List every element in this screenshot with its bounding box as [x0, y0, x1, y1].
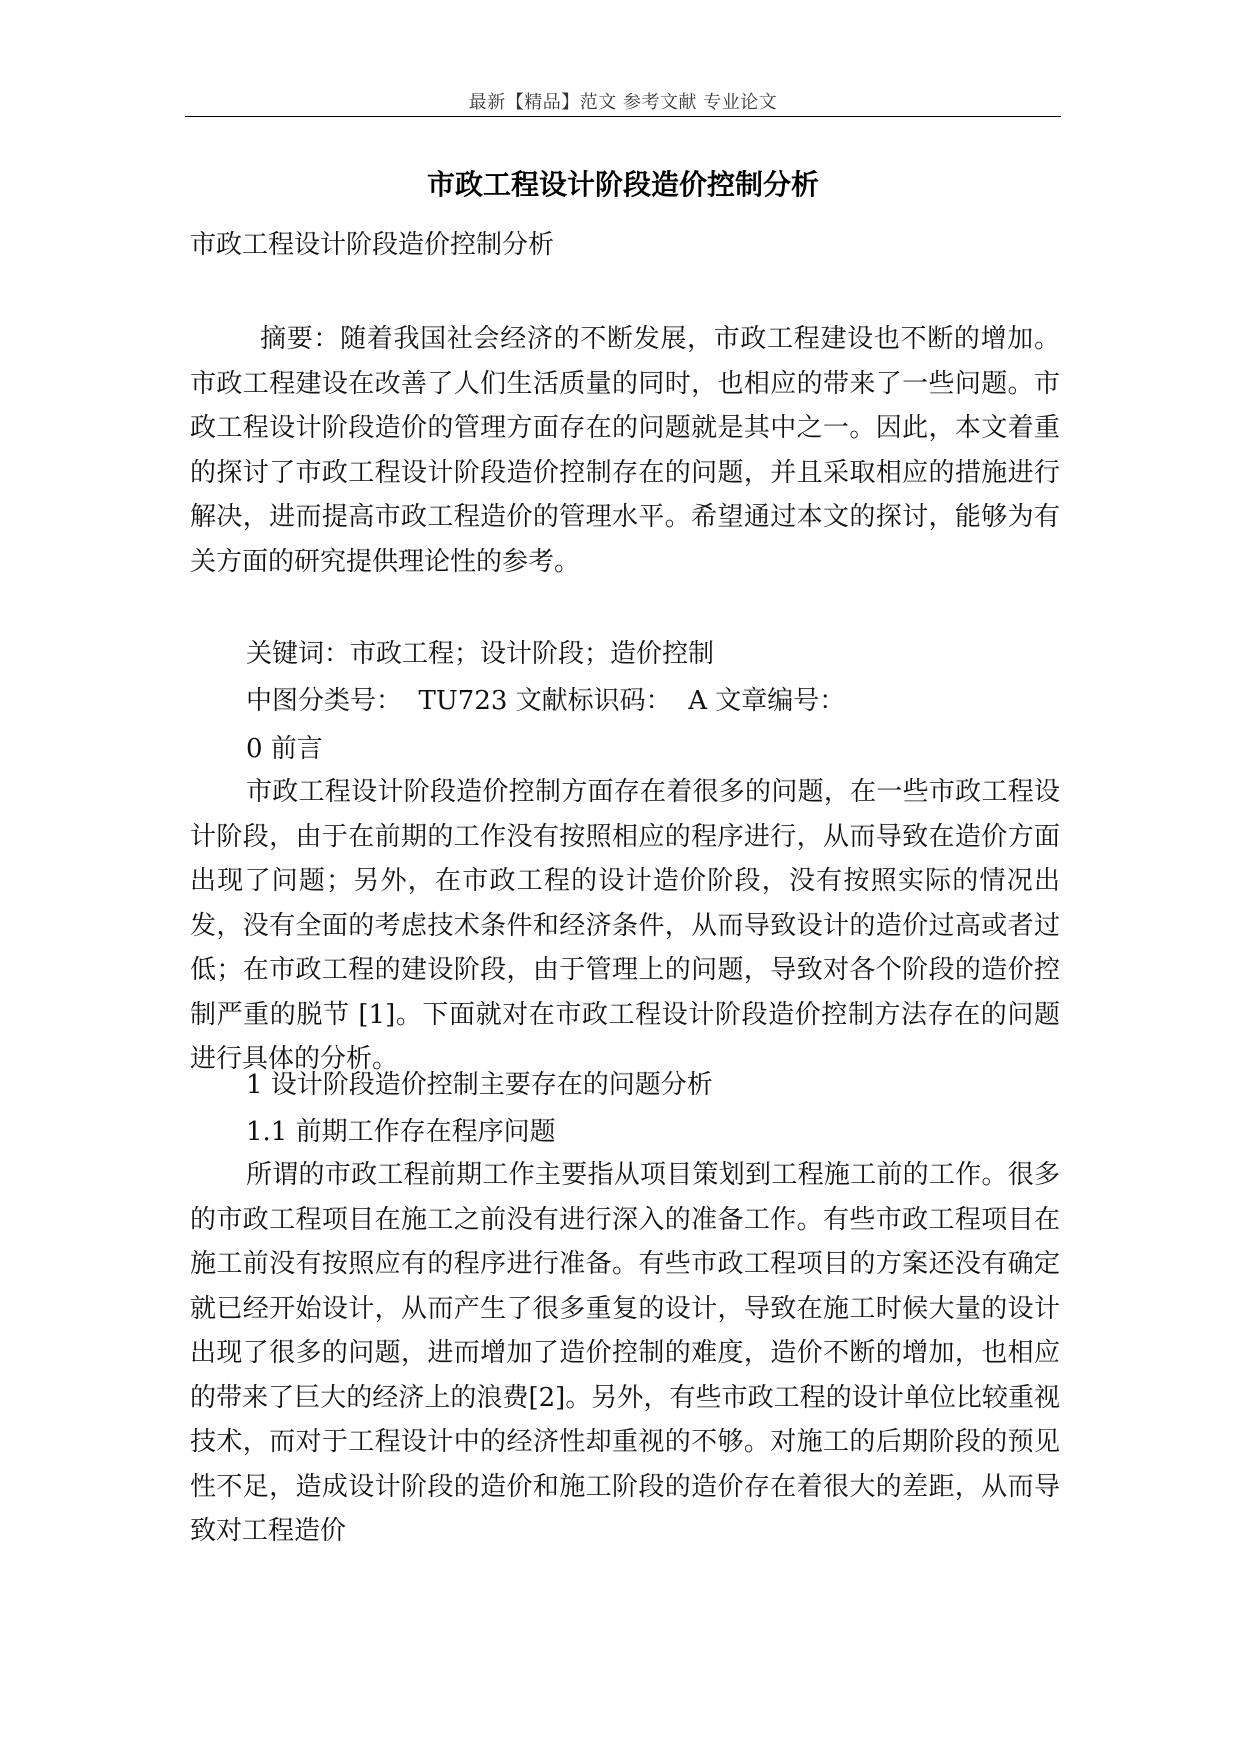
abstract-paragraph: 摘要：随着我国社会经济的不断发展，市政工程建设也不断的增加。市政工程建设在改善了人们生活质量的同时，也相应的带来了一些问题。市政工程设计阶段造价的管理方面存在的问题就是其中之一。因此，本文着重的探讨了市政工程设计阶段造价控制存在的问题，并且采取相应的措施进行解决，进而提高市政工程造价的管理水平。希望通过本文的探讨，能够为有关方面的研究提供理论性的参考。 — [190, 324, 1060, 577]
section-heading-1-1: 1.1 前期工作存在程序问题 — [246, 1117, 556, 1147]
section-heading-1: 1 设计阶段造价控制主要存在的问题分析 — [246, 1070, 713, 1100]
document-title: 市政工程设计阶段造价控制分析 — [426, 168, 819, 201]
classification-line: 中图分类号： TU723 文献标识码： A 文章编号： — [246, 686, 846, 716]
body-paragraph-intro: 市政工程设计阶段造价控制方面存在着很多的问题，在一些市政工程设计阶段，由于在前期的工作没有按照相应的程序进行，从而导致在造价方面出现了问题；另外，在市政工程的设计造价阶段，没有按照实际的情况出发，没有全面的考虑技术条件和经济条件，从而导致设计的造价过高或者过低；在市政工程的建设阶段，由于管理上的问题，导致对各个阶段的造价控制严重的脱节 [1]。下面就对在市政工程设计阶段造价控制方法存在的问题进行具体的分析。 — [190, 777, 1060, 1074]
header-divider — [185, 116, 1061, 117]
section-heading-intro: 0 前言 — [246, 734, 323, 764]
page-header: 最新【精品】范文 参考文献 专业论文 — [468, 92, 778, 113]
body-paragraph-1-1: 所谓的市政工程前期工作主要指从项目策划到工程施工前的工作。很多的市政工程项目在施工之前没有进行深入的准备工作。有些市政工程项目在施工前没有按照应有的程序进行准备。有些市政工程项目的方案还没有确定就已经开始设计，从而产生了很多重复的设计，导致在施工时候大量的设计出现了很多的问题，进而增加了造价控制的难度，造价不断的增加，也相应的带来了巨大的经济上的浪费[2]。另外，有些市政工程的设计单位比较重视技术，而对于工程设计中的经济性却重视的不够。对施工的后期阶段的预见性不足，造成设计阶段的造价和施工阶段的造价存在着很大的差距，从而导致对工程造价 — [190, 1160, 1060, 1546]
keywords-line: 关键词：市政工程；设计阶段；造价控制 — [246, 639, 715, 669]
document-subtitle: 市政工程设计阶段造价控制分析 — [190, 230, 555, 260]
